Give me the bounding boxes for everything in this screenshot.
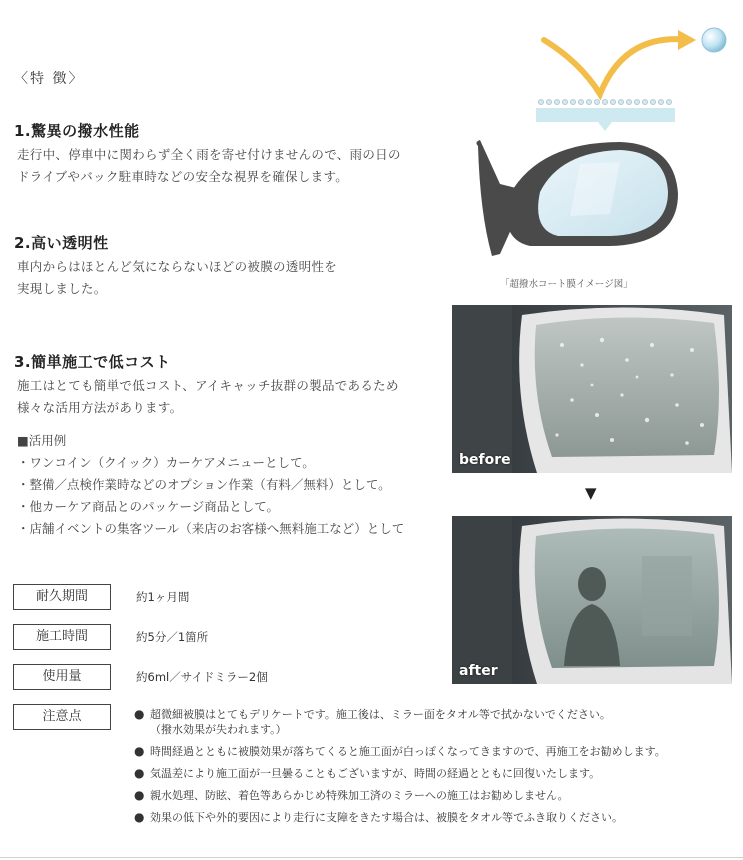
- use-example-item: ・ワンコイン（クイック）カーケアメニューとして。: [17, 455, 315, 470]
- water-drop-icon: [702, 28, 726, 52]
- feature-2-line-1: 車内からはほとんど気にならないほどの被膜の透明性を: [17, 259, 338, 274]
- note-text: 超微細被膜はとてもデリケートです。施工後は、ミラー面をタオル等で拭かないでください。: [150, 708, 611, 721]
- feature-1-line-2: ドライブやバック駐車時などの安全な視界を確保します。: [17, 169, 349, 184]
- feature-2-title: 2.高い透明性: [14, 234, 109, 252]
- note-item: [134, 766, 666, 781]
- spec-label-durability: 耐久期間: [13, 584, 111, 610]
- notes-list: [134, 707, 666, 832]
- bullet-icon: ●: [134, 744, 145, 758]
- bullet-icon: ●: [134, 766, 145, 780]
- feature-3-line-1: 施工はとても簡単で低コスト、アイキャッチ抜群の製品であるため: [17, 378, 399, 393]
- spec-value-usage: 約6ml／サイドミラー2個: [136, 670, 268, 684]
- use-example-item: ・店舗イベントの集客ツール（来店のお客様へ無料施工など）として: [17, 521, 405, 536]
- use-examples: [17, 430, 404, 540]
- coating-film: [536, 108, 675, 122]
- note-item: [134, 744, 666, 759]
- feature-2-body: [17, 256, 337, 300]
- bullet-icon: ●: [134, 810, 145, 824]
- illustration-caption: 「超撥水コート膜イメージ図」: [500, 279, 633, 290]
- section-heading: 〈特 徴〉: [14, 71, 85, 87]
- film-pointer: [598, 122, 612, 131]
- note-subtext: （撥水効果が失われます。）: [150, 723, 287, 736]
- spec-value-application-time: 約5分／1箇所: [136, 630, 209, 644]
- micro-particles: [538, 99, 671, 104]
- use-example-item: ・整備／点検作業時などのオプション作業（有料／無料）として。: [17, 477, 391, 492]
- side-mirror-illustration: [470, 134, 685, 264]
- bullet-icon: ●: [134, 707, 145, 721]
- after-photo-image: [452, 516, 732, 684]
- before-label: before: [459, 452, 511, 468]
- water-repel-diagram: [530, 22, 730, 134]
- bottom-divider: [0, 857, 743, 858]
- bullet-icon: ●: [134, 788, 145, 802]
- feature-1-title: 1.驚異の撥水性能: [14, 122, 140, 140]
- note-text: 効果の低下や外的要因により走行に支障をきたす場合は、被膜をタオル等でふき取りください。: [150, 811, 623, 824]
- note-text: 時間経過とともに被膜効果が落ちてくると施工面が白っぽくなってきますので、再施工をお勧めします。: [150, 745, 666, 758]
- spec-label-notes: 注意点: [13, 704, 111, 730]
- note-text: 親水処理、防眩、着色等あらかじめ特殊加工済のミラーへの施工はお勧めしません。: [150, 789, 569, 802]
- feature-3-title: 3.簡単施工で低コスト: [14, 353, 171, 371]
- feature-1-line-1: 走行中、停車中に関わらず全く雨を寄せ付けませんので、雨の日の: [17, 147, 401, 162]
- after-photo: [452, 516, 732, 684]
- feature-3-line-2: 様々な活用方法があります。: [17, 400, 183, 415]
- note-item: [134, 810, 666, 825]
- note-item: [134, 707, 666, 737]
- before-photo-image: [452, 305, 732, 473]
- spec-label-application-time: 施工時間: [13, 624, 111, 650]
- before-photo: [452, 305, 732, 473]
- feature-2-line-2: 実現しました。: [17, 281, 107, 296]
- feature-1-body: [17, 144, 401, 188]
- bounce-arrow-head: [678, 30, 696, 50]
- use-examples-heading: ■活用例: [17, 433, 67, 448]
- spec-value-durability: 約1ヶ月間: [136, 590, 190, 604]
- down-arrow-icon: ▼: [585, 484, 597, 502]
- after-label: after: [459, 663, 498, 679]
- note-item: [134, 788, 666, 803]
- use-example-item: ・他カーケア商品とのパッケージ商品として。: [17, 499, 280, 514]
- bounce-arrow-path: [544, 39, 690, 94]
- feature-3-body: [17, 375, 399, 419]
- note-text: 気温差により施工面が一旦曇ることもございますが、時間の経過とともに回復いたします。: [150, 767, 601, 780]
- spec-label-usage: 使用量: [13, 664, 111, 690]
